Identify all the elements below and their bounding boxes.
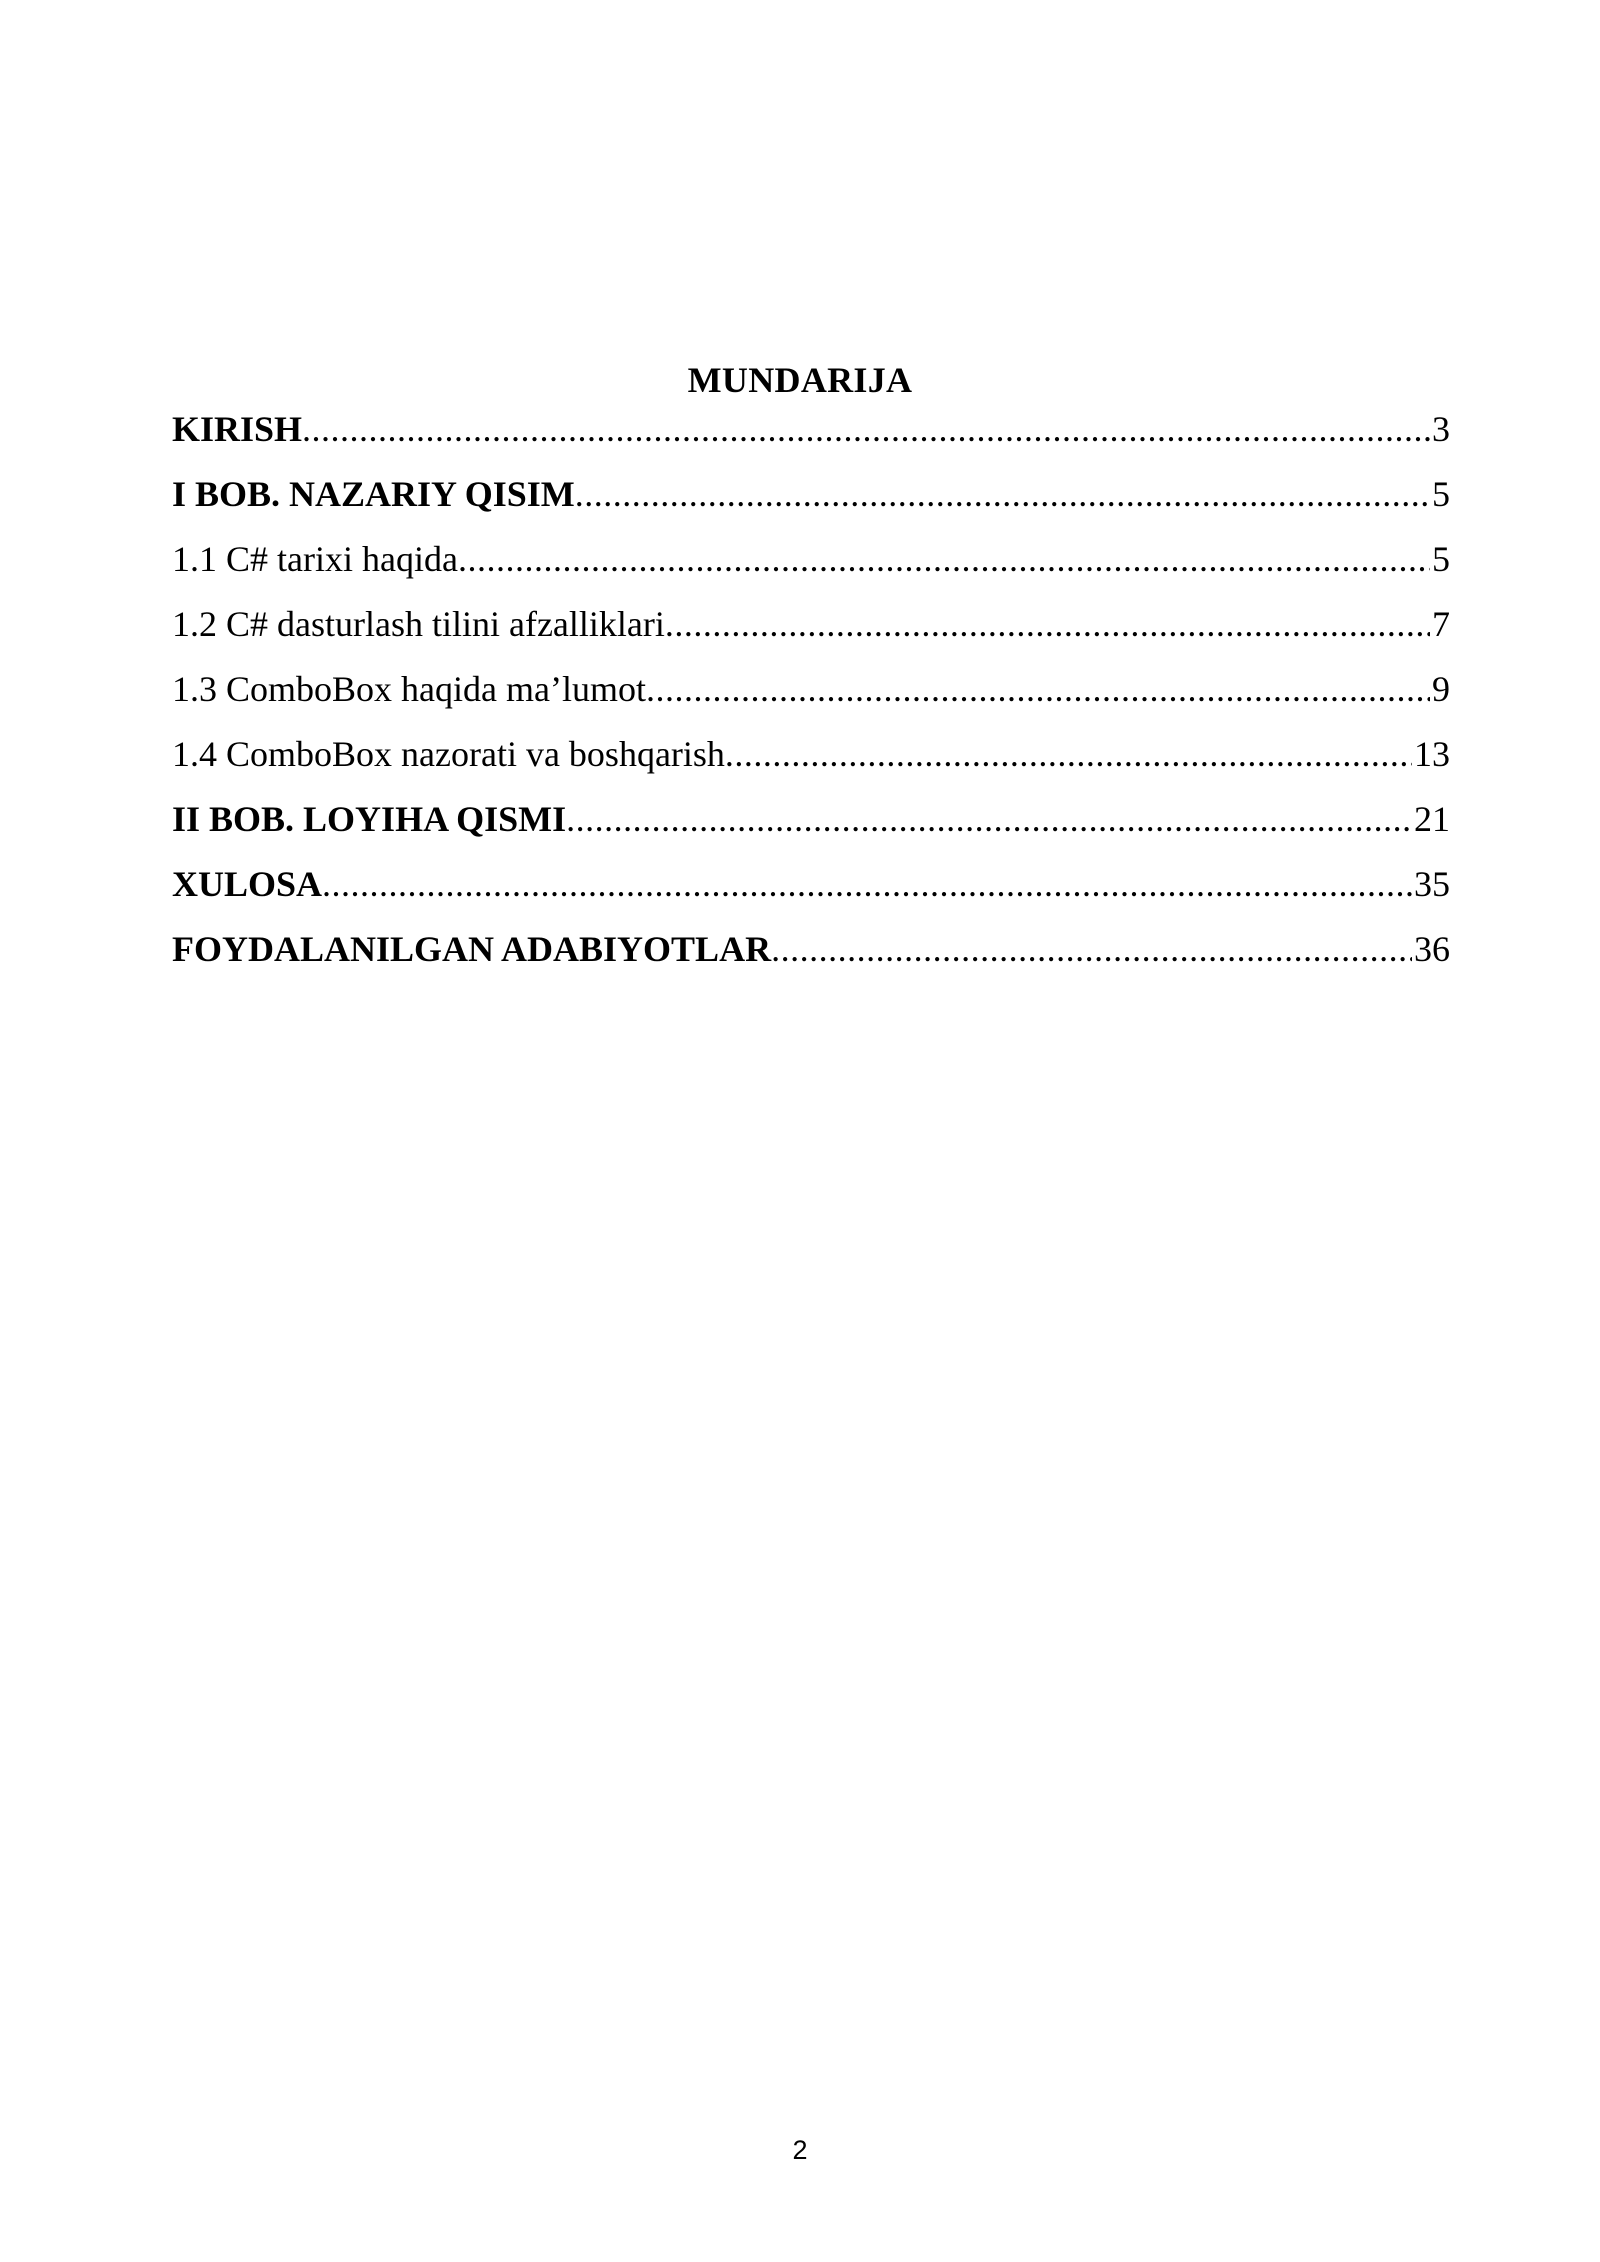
page-number: 2 <box>792 2135 808 2165</box>
toc-entry-label: 1.2 C# dasturlash tilini afzalliklari <box>172 604 665 644</box>
toc-title: MUNDARIJA <box>687 360 913 400</box>
toc-entry[interactable] <box>172 859 1450 924</box>
toc-entry-page: 7 <box>1432 604 1450 644</box>
toc-entry-page: 3 <box>1432 409 1450 449</box>
toc-entry-label: 1.4 ComboBox nazorati va boshqarish <box>172 734 725 774</box>
toc-entry-label: KIRISH <box>172 409 303 449</box>
toc-dot-leader <box>566 794 1412 844</box>
toc-entry[interactable] <box>172 664 1450 729</box>
toc-entry-page: 9 <box>1432 669 1450 709</box>
toc-dot-leader <box>771 924 1412 974</box>
toc-entry-page: 5 <box>1432 474 1450 514</box>
toc-dot-leader <box>725 729 1412 779</box>
toc-entry[interactable] <box>172 729 1450 794</box>
toc-entry-page: 36 <box>1414 929 1450 969</box>
toc-entry-page: 21 <box>1414 799 1450 839</box>
toc-entry-label: 1.1 C# tarixi haqida <box>172 539 458 579</box>
toc-entry-page: 13 <box>1414 734 1450 774</box>
toc-entry-page: 35 <box>1414 864 1450 904</box>
table-of-contents <box>172 404 1450 989</box>
toc-entry[interactable] <box>172 534 1450 599</box>
toc-entry-label: XULOSA <box>172 864 323 904</box>
toc-entry[interactable] <box>172 469 1450 534</box>
toc-entry-label: I BOB. NAZARIY QISIM <box>172 474 575 514</box>
toc-entry[interactable] <box>172 404 1450 469</box>
toc-dot-leader <box>322 859 1412 909</box>
toc-dot-leader <box>302 404 1430 454</box>
toc-dot-leader <box>575 469 1430 519</box>
toc-entry[interactable] <box>172 924 1450 989</box>
toc-entry-label: 1.3 ComboBox haqida ma’lumot <box>172 669 646 709</box>
toc-entry-label: FOYDALANILGAN ADABIYOTLAR <box>172 929 772 969</box>
toc-entry[interactable] <box>172 599 1450 664</box>
toc-entry-label: II BOB. LOYIHA QISMI <box>172 799 567 839</box>
toc-entry[interactable] <box>172 794 1450 859</box>
toc-entry-page: 5 <box>1432 539 1450 579</box>
toc-dot-leader <box>458 534 1430 584</box>
toc-dot-leader <box>665 599 1430 649</box>
toc-dot-leader <box>646 664 1430 714</box>
